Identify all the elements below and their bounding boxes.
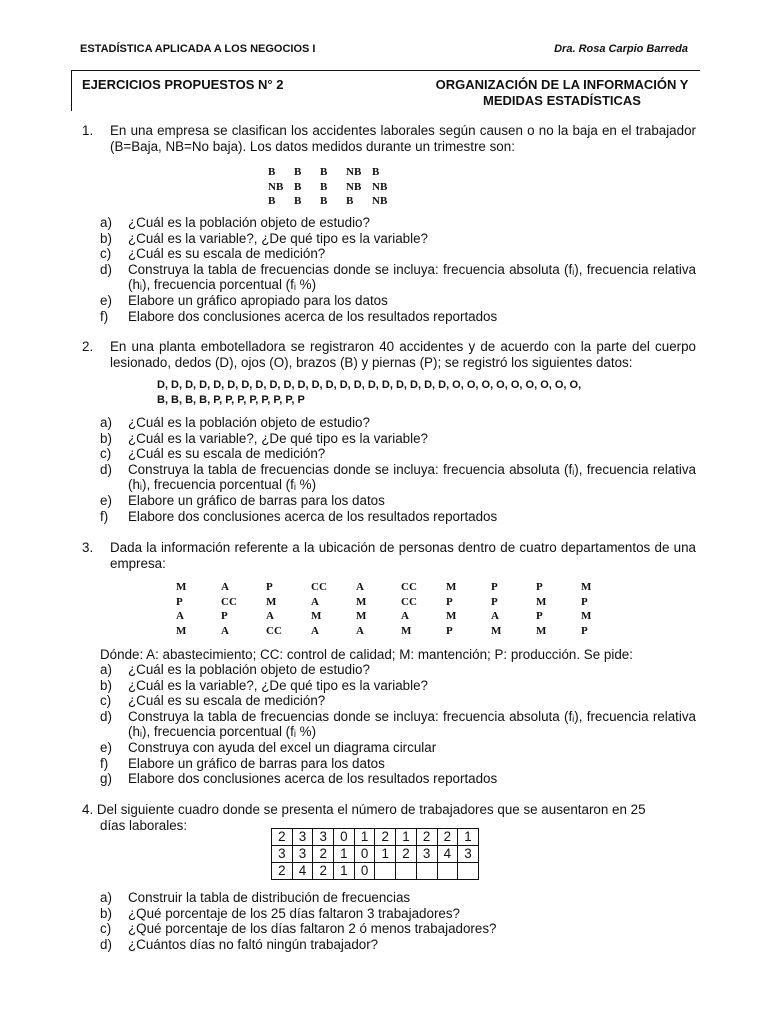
data-cell: P (581, 595, 588, 608)
table-cell: 2 (313, 863, 334, 880)
table-cell: 1 (375, 846, 396, 863)
data-cell: CC (401, 581, 417, 593)
list-item (100, 215, 696, 231)
data-cell: CC (311, 581, 327, 593)
data-row (176, 610, 626, 625)
list-item (100, 771, 696, 787)
data-cell: B (294, 195, 302, 207)
table-cell: 3 (416, 846, 437, 863)
table-cell: 3 (292, 829, 313, 846)
exercise-4-questions (100, 890, 696, 952)
absences-table (271, 828, 479, 880)
list-item (100, 431, 696, 447)
table-cell (416, 863, 437, 880)
item-text: Construya la tabla de frecuencias donde se incluya: frecuencia absoluta (fᵢ), frecuencia relativa (hᵢ), frecuencia porcentual (fᵢ %) (128, 261, 696, 293)
data-row (268, 166, 398, 181)
item-letter: c) (100, 446, 112, 462)
item-text: ¿Qué porcentaje de los días faltaron 2 ó menos trabajadores? (128, 921, 497, 937)
data-line-2: B, B, B, B, P, P, P, P, P, P, P, P (157, 394, 305, 406)
exercise-set-title: EJERCICIOS PROPUESTOS N° 2 (82, 77, 284, 92)
item-text: Construir la tabla de distribución de frecuencias (128, 890, 411, 905)
exercise-1-data-grid (268, 166, 398, 210)
data-cell: B (320, 180, 328, 193)
item-letter: d) (100, 261, 112, 277)
item-letter: e) (100, 492, 112, 508)
data-cell: A (311, 595, 319, 608)
table-cell: 4 (437, 846, 458, 863)
list-item (100, 415, 696, 431)
data-cell: M (176, 624, 187, 637)
list-item (100, 709, 696, 740)
data-cell: A (401, 610, 409, 622)
table-cell: 2 (272, 863, 293, 880)
list-item (100, 509, 696, 525)
item-letter: a) (100, 215, 112, 230)
item-text: ¿Cuál es su escala de medición? (128, 693, 326, 709)
data-cell: M (446, 581, 457, 593)
table-row (272, 863, 479, 880)
data-row (176, 581, 626, 596)
data-cell: M (356, 595, 367, 608)
list-item (100, 890, 696, 906)
table-cell: 0 (334, 829, 355, 846)
data-cell: B (320, 166, 328, 178)
item-letter: e) (100, 739, 112, 755)
data-cell: CC (401, 595, 417, 608)
list-item (100, 921, 696, 937)
table-cell: 2 (272, 829, 293, 846)
data-cell: B (268, 195, 276, 207)
item-text: Elabore dos conclusiones acerca de los resultados reportados (128, 771, 498, 787)
item-letter: c) (100, 693, 112, 709)
table-cell: 2 (396, 846, 417, 863)
data-cell: M (446, 610, 457, 622)
item-text: Elabore un gráfico apropiado para los datos (128, 292, 388, 308)
exercise-statement: Dada la información referente a la ubicación de personas dentro de cuatro departamentos de una empresa: (110, 540, 696, 571)
exercise-2-questions (100, 415, 696, 524)
exercise-statement: En una planta embotelladora se registraron 40 accidentes y de acuerdo con la parte del cuerpo lesionado, dedos (D), ojos (O), brazos (B) y piernas (P); se registró los siguientes datos: (110, 339, 696, 370)
item-text: Construya con ayuda del excel un diagrama circular (128, 739, 437, 755)
data-cell: A (221, 581, 229, 593)
item-letter: b) (100, 430, 112, 446)
exercise-number: 3. (82, 540, 94, 555)
data-cell: M (581, 581, 592, 593)
item-text: Elabore un gráfico de barras para los datos (128, 755, 385, 771)
table-cell (458, 863, 479, 880)
list-item (100, 293, 696, 309)
topic-title-line-2: MEDIDAS ESTADÍSTICAS (483, 93, 641, 108)
page-header (80, 43, 688, 59)
data-cell: A (221, 624, 229, 637)
data-cell: NB (346, 166, 362, 178)
exercise-3-legend: Dónde: A: abastecimiento; CC: control de calidad; M: mantención; P: producción. Se pide: (100, 647, 633, 662)
data-cell: A (176, 610, 184, 622)
list-item (100, 246, 696, 262)
table-cell: 2 (375, 829, 396, 846)
data-cell: P (536, 610, 543, 622)
data-cell: A (311, 624, 319, 637)
item-letter: g) (100, 771, 112, 787)
table-cell: 2 (416, 829, 437, 846)
data-cell: P (491, 595, 498, 608)
table-cell: 1 (396, 829, 417, 846)
table-cell: 3 (313, 829, 334, 846)
list-item (100, 309, 696, 325)
data-cell: P (176, 595, 183, 608)
table-row (272, 829, 479, 846)
item-letter: b) (100, 677, 112, 693)
item-text: ¿Cuál es la población objeto de estudio? (128, 215, 370, 230)
item-text: Elabore un gráfico de barras para los datos (128, 492, 385, 508)
data-cell: B (372, 166, 380, 178)
item-letter: f) (100, 508, 109, 524)
list-item (100, 693, 696, 709)
data-cell: CC (266, 624, 282, 637)
exercise-1-questions (100, 215, 696, 324)
list-item (100, 662, 696, 678)
list-item (100, 937, 696, 953)
data-row (268, 181, 398, 196)
exercise-statement: En una empresa se clasifican los accidentes laborales según causen o no la baja en el trabajador (B=Baja, NB=No baja). Los datos medidos durante un trimestre son: (110, 123, 696, 154)
data-cell: NB (372, 180, 388, 193)
topic-title-line-1: ORGANIZACIÓN DE LA INFORMACIÓN Y (435, 77, 689, 92)
table-cell: 1 (354, 829, 375, 846)
table-cell: 0 (354, 863, 375, 880)
data-cell: M (536, 624, 547, 637)
table-cell (396, 863, 417, 880)
list-item (100, 231, 696, 247)
item-letter: c) (100, 921, 112, 937)
exercise-3-data-grid (176, 581, 626, 639)
data-cell: M (311, 610, 322, 622)
item-text: ¿Cuál es su escala de medición? (128, 246, 326, 262)
table-cell: 0 (354, 846, 375, 863)
data-cell: B (268, 166, 276, 178)
list-item (100, 493, 696, 509)
item-text: Elabore dos conclusiones acerca de los resultados reportados (128, 508, 498, 524)
list-item (100, 446, 696, 462)
exercise-statement-line-2: días laborales: (100, 817, 188, 833)
data-cell: A (266, 610, 274, 622)
item-text: ¿Cuál es la variable?, ¿De qué tipo es la variable? (128, 230, 428, 246)
course-name: ESTADÍSTICA APLICADA A LOS NEGOCIOS I (80, 43, 316, 55)
data-cell: NB (346, 180, 362, 193)
data-row (176, 625, 626, 640)
table-cell: 3 (458, 846, 479, 863)
data-cell: B (346, 195, 354, 207)
data-cell: M (356, 610, 367, 622)
data-cell: P (581, 624, 588, 637)
data-cell: P (221, 610, 228, 622)
item-letter: a) (100, 415, 112, 430)
item-letter: a) (100, 890, 112, 905)
item-letter: d) (100, 461, 112, 477)
table-cell: 1 (334, 863, 355, 880)
item-text: Construya la tabla de frecuencias donde se incluya: frecuencia absoluta (fᵢ), frecuencia relativa (hᵢ), frecuencia porcentual (fᵢ %) (128, 461, 696, 493)
data-cell: M (176, 581, 187, 593)
item-text: ¿Cuál es su escala de medición? (128, 446, 326, 462)
item-letter: e) (100, 292, 112, 308)
list-item (100, 262, 696, 293)
table-cell: 4 (292, 863, 313, 880)
exercise-3-questions (100, 662, 696, 787)
list-item (100, 462, 696, 493)
data-cell: A (356, 624, 364, 637)
data-cell: A (491, 610, 499, 622)
table-row (272, 846, 479, 863)
item-letter: d) (100, 708, 112, 724)
item-letter: a) (100, 662, 112, 677)
item-text: ¿Cuál es la población objeto de estudio? (128, 415, 370, 430)
item-letter: c) (100, 246, 112, 262)
data-cell: P (446, 595, 453, 608)
table-cell (437, 863, 458, 880)
item-text: ¿Qué porcentaje de los 25 días faltaron 3 trabajadores? (128, 905, 461, 921)
item-text: ¿Cuántos días no faltó ningún trabajador? (128, 936, 379, 952)
item-letter: b) (100, 230, 112, 246)
data-cell: M (536, 595, 547, 608)
topic-title (418, 77, 706, 109)
table-cell: 1 (458, 829, 479, 846)
data-cell: B (294, 166, 302, 178)
data-cell: P (491, 581, 498, 593)
list-item (100, 756, 696, 772)
data-cell: NB (268, 180, 284, 193)
exercise-2-data-sequence (157, 378, 581, 408)
data-cell: NB (372, 195, 388, 207)
data-row (268, 195, 398, 210)
data-cell: CC (221, 595, 237, 608)
list-item (100, 740, 696, 756)
data-cell: M (491, 624, 502, 637)
data-cell: M (401, 624, 412, 637)
data-row (176, 596, 626, 611)
table-cell: 1 (334, 846, 355, 863)
table-cell: 3 (292, 846, 313, 863)
data-cell: M (581, 610, 592, 622)
item-letter: f) (100, 308, 109, 324)
item-text: Elabore dos conclusiones acerca de los resultados reportados (128, 308, 498, 324)
item-text: ¿Cuál es la población objeto de estudio? (128, 662, 370, 677)
author-name: Dra. Rosa Carpio Barreda (554, 43, 688, 55)
exercise-number: 1. (82, 123, 94, 138)
data-cell: A (356, 581, 364, 593)
item-text: ¿Cuál es la variable?, ¿De qué tipo es la variable? (128, 677, 428, 693)
item-letter: d) (100, 936, 112, 952)
table-cell: 2 (313, 846, 334, 863)
list-item (100, 906, 696, 922)
item-letter: b) (100, 905, 112, 921)
table-cell: 3 (272, 846, 293, 863)
list-item (100, 678, 696, 694)
table-cell: 2 (437, 829, 458, 846)
title-box (71, 70, 700, 111)
exercise-number: 2. (82, 339, 94, 354)
item-letter: f) (100, 755, 109, 771)
data-cell: P (266, 581, 273, 593)
data-cell: P (446, 624, 453, 637)
data-cell: M (266, 595, 277, 608)
item-text: Construya la tabla de frecuencias donde se incluya: frecuencia absoluta (fᵢ), frecuencia relativa (hᵢ), frecuencia porcentual (fᵢ %) (128, 708, 696, 740)
data-line-1: D, D, D, D, D, D, D, D, D, D, D, D, D, D, D, D, D, D, D, D, D, O, O, O, O, O, O, O, O, O, (157, 379, 582, 391)
data-cell: P (536, 581, 543, 593)
data-cell: B (294, 180, 302, 193)
exercise-statement-line-1: 4. Del siguiente cuadro donde se presenta el número de trabajadores que se ausentaron en 25 (82, 802, 646, 817)
table-cell (375, 863, 396, 880)
data-cell: B (320, 195, 328, 207)
item-text: ¿Cuál es la variable?, ¿De qué tipo es la variable? (128, 430, 428, 446)
